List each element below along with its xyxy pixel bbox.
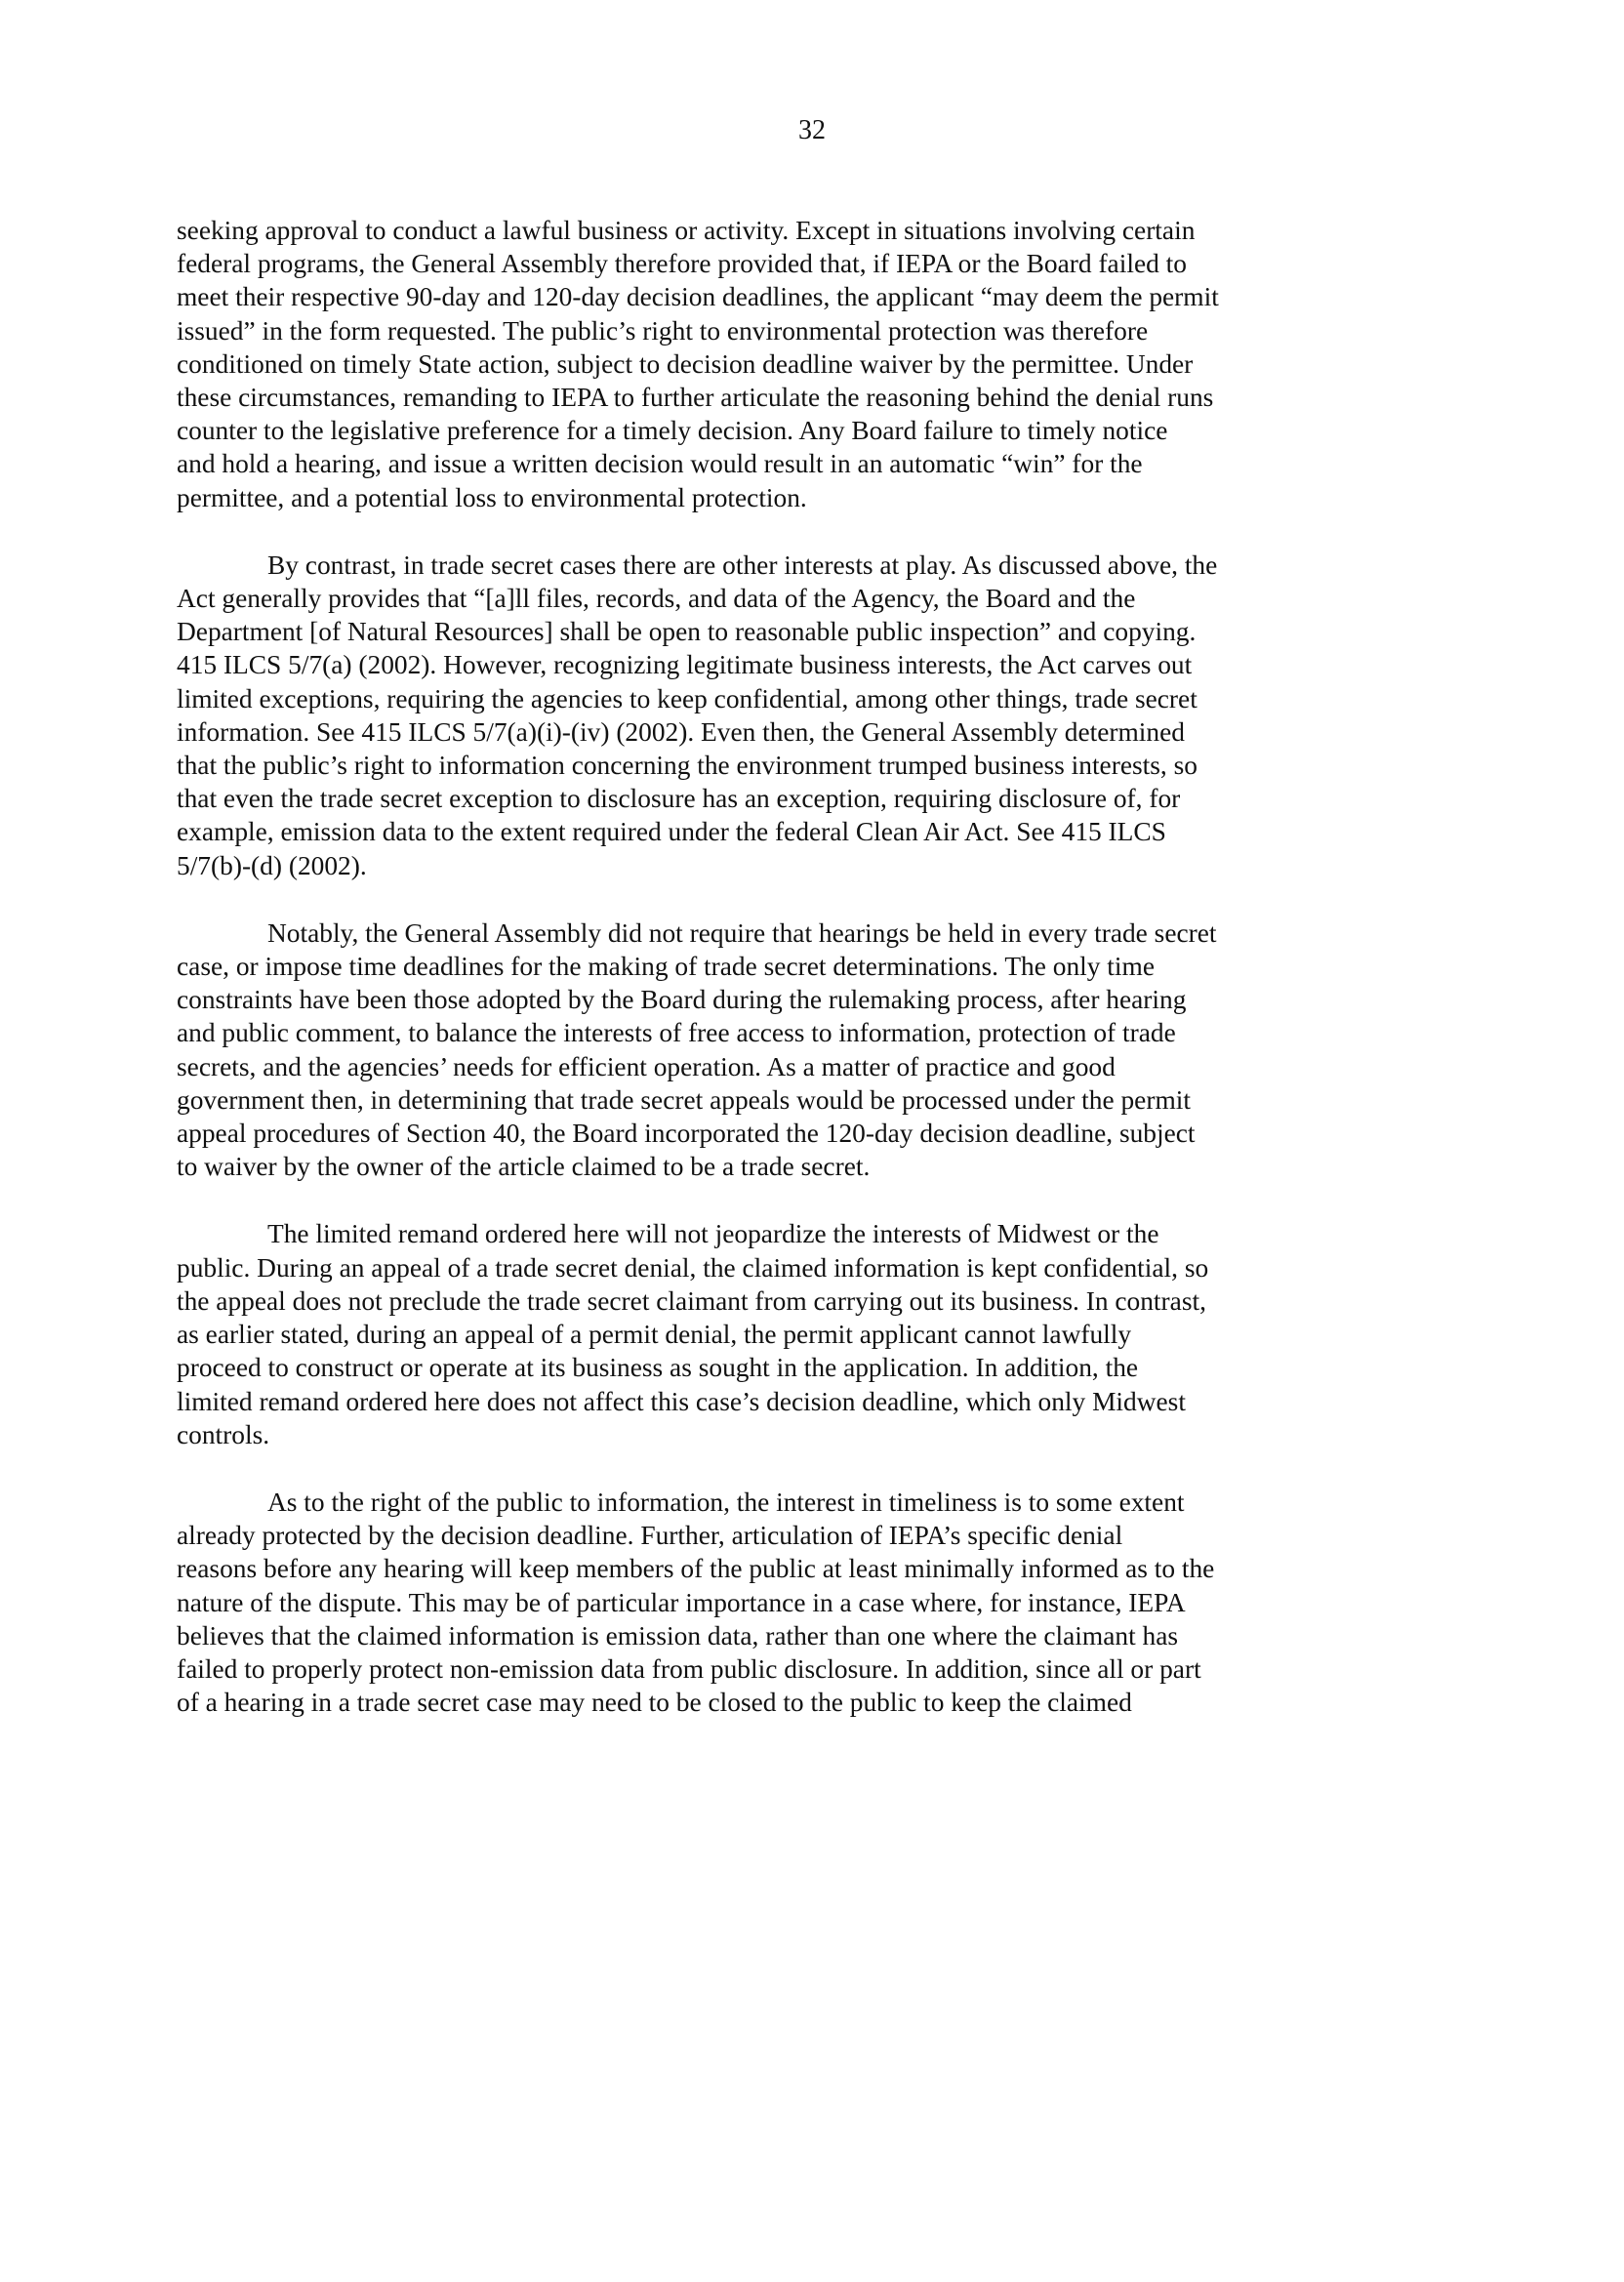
text-line: As to the right of the public to information, the interest in timeliness is to some extent [267, 1487, 1185, 1517]
text-line: nature of the dispute. This may be of particular importance in a case where, for instance, IEPA [177, 1587, 1186, 1617]
text-line: constraints have been those adopted by the Board during the rulemaking process, after hearing [177, 985, 1187, 1015]
paragraph-4 [177, 1217, 1426, 1450]
text-line: and hold a hearing, and issue a written decision would result in an automatic “win” for the [177, 449, 1143, 479]
text-line: By contrast, in trade secret cases there are other interests at play. As discussed above, the [267, 550, 1218, 580]
text-line: and public comment, to balance the interests of free access to information, protection of trade [177, 1018, 1176, 1048]
text-line: Notably, the General Assembly did not require that hearings be held in every trade secret [267, 917, 1217, 948]
text-line: secrets, and the agencies’ needs for efficient operation. As a matter of practice and good [177, 1051, 1116, 1081]
text-line: limited remand ordered here does not affect this case’s decision deadline, which only Midwest [177, 1386, 1186, 1416]
text-line: believes that the claimed information is emission data, rather than one where the claimant has [177, 1620, 1179, 1650]
text-line: the appeal does not preclude the trade secret claimant from carrying out its business. In contrast, [177, 1285, 1206, 1316]
text-line: that the public’s right to information concerning the environment trumped business interests, so [177, 751, 1198, 781]
text-line: controls. [177, 1419, 270, 1449]
paragraph-5 [177, 1486, 1426, 1719]
text-line: government then, in determining that trade secret appeals would be processed under the permit [177, 1084, 1191, 1115]
text-line: already protected by the decision deadline. Further, articulation of IEPA’s specific denial [177, 1521, 1123, 1551]
paragraph-3 [177, 917, 1426, 1184]
text-line: 415 ILCS 5/7(a) (2002). However, recognizing legitimate business interests, the Act carves out [177, 650, 1193, 680]
text-line: reasons before any hearing will keep members of the public at least minimally informed as to the [177, 1554, 1215, 1584]
text-line: 5/7(b)-(d) (2002). [177, 850, 367, 880]
text-line: counter to the legislative preference for a timely decision. Any Board failure to timely notice [177, 416, 1168, 446]
text-line: public. During an appeal of a trade secret denial, the claimed information is kept confidential, so [177, 1252, 1209, 1283]
paragraph-1 [177, 214, 1426, 514]
text-line: Act generally provides that “[a]ll files, records, and data of the Agency, the Board and the [177, 584, 1136, 614]
text-line: proceed to construct or operate at its business as sought in the application. In addition, the [177, 1353, 1139, 1383]
page-number: 32 [798, 115, 826, 145]
text-line: of a hearing in a trade secret case may need to be closed to the public to keep the claimed [177, 1688, 1132, 1718]
text-line: case, or impose time deadlines for the making of trade secret determinations. The only time [177, 952, 1155, 982]
text-line: Department [of Natural Resources] shall be open to reasonable public inspection” and copying. [177, 617, 1197, 647]
text-line: meet their respective 90-day and 120-day decision deadlines, the applicant “may deem the permit [177, 282, 1219, 312]
text-line: to waiver by the owner of the article claimed to be a trade secret. [177, 1152, 871, 1182]
text-line: federal programs, the General Assembly therefore provided that, if IEPA or the Board failed to [177, 249, 1187, 279]
text-line: as earlier stated, during an appeal of a permit denial, the permit applicant cannot lawfully [177, 1320, 1132, 1350]
paragraph-2 [177, 549, 1426, 882]
text-line: seeking approval to conduct a lawful business or activity. Except in situations involving certain [177, 216, 1196, 245]
text-line: these circumstances, remanding to IEPA to further articulate the reasoning behind the denial runs [177, 383, 1214, 413]
text-line: example, emission data to the extent required under the federal Clean Air Act. See 415 ILCS [177, 817, 1166, 847]
text-line: issued” in the form requested. The public’s right to environmental protection was therefore [177, 315, 1149, 346]
text-line: conditioned on timely State action, subject to decision deadline waiver by the permittee. Under [177, 348, 1194, 379]
text-line: The limited remand ordered here will not jeopardize the interests of Midwest or the [267, 1219, 1159, 1249]
text-line: permittee, and a potential loss to environmental protection. [177, 482, 807, 512]
text-line: information. See 415 ILCS 5/7(a)(i)-(iv) (2002). Even then, the General Assembly determined [177, 716, 1185, 747]
body-text [177, 214, 1426, 1753]
text-line: appeal procedures of Section 40, the Board incorporated the 120-day decision deadline, subject [177, 1119, 1196, 1149]
text-line: that even the trade secret exception to disclosure has an exception, requiring disclosure of, for [177, 784, 1181, 814]
text-line: failed to properly protect non-emission data from public disclosure. In addition, since all or part [177, 1653, 1201, 1684]
text-line: limited exceptions, requiring the agencies to keep confidential, among other things, trade secret [177, 683, 1198, 713]
